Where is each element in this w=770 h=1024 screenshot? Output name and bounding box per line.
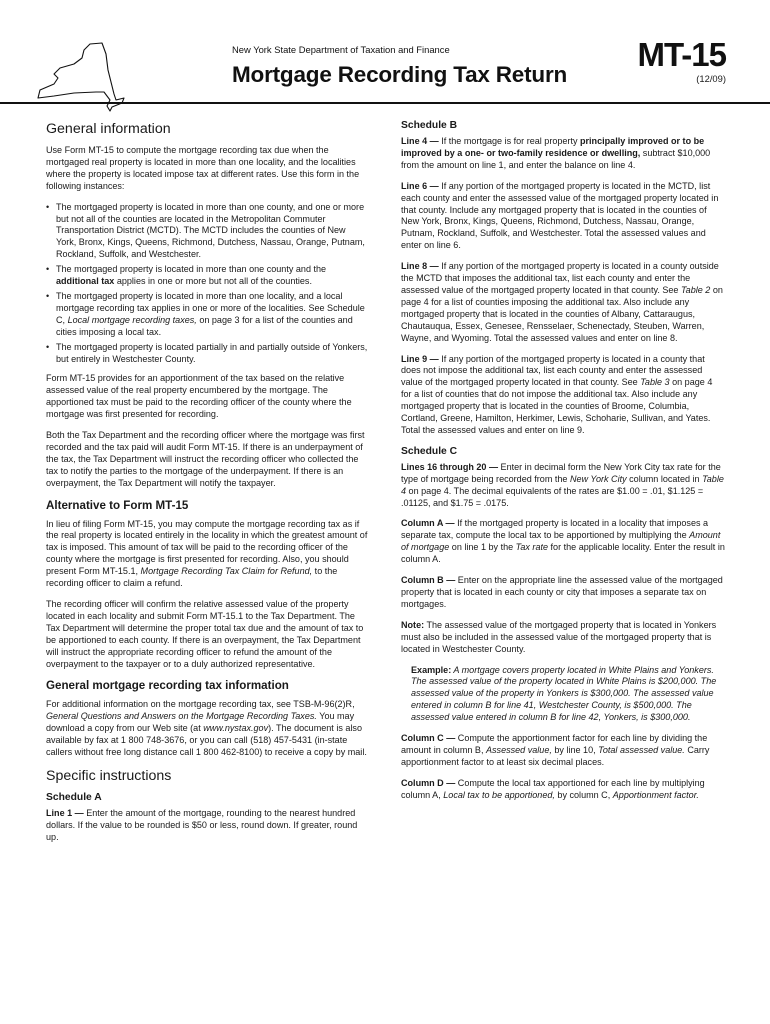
instances-list — [46, 202, 368, 366]
column-b-instruction: Column B — Enter on the appropriate line the assessed value of the mortgaged property that is located in each county or city that imposes a separate tax on mortgages. — [401, 575, 723, 609]
general-mortgage-paragraph: For additional information on the mortgage recording tax, see TSB-M-96(2)R, General Questions and Answers on the Mortgage Recording Taxes. You may download a copy from our Web site (at www.nystax.gov). The document is also available by fax at 1 800 748-3676, or you can call (518) 457-5431 (in-state callers without free long distance call 1 800 462-8100) to receive a copy by mail. — [46, 699, 367, 758]
line-4-instruction: Line 4 — If the mortgage is for real property principally improved or to be improved by a one- or two-family residence or dwelling, subtract $10,000 from the amount on line 1, and enter the balance on line 4. — [401, 136, 711, 170]
list-item: • The mortgaged property is located in more than one county, and one or more but not all of the counties are located in the Metropolitan Commuter Transportation District (MCTD). The MCTD includes the counties of New York, Bronx, Kings, Queens, Richmond, Dutchess, Nassau, Orange, Putnam, Rockland, Suffolk, and Westchester. — [46, 202, 368, 262]
lines-16-20-instruction: Lines 16 through 20 — Enter in decimal form the New York City tax rate for the type of mortgage being recorded from the New York City column located in Table 4 on page 4. The decimal equivalents of the rates are $1.00 = .01, $1.125 = .01125, and $1.75 = .0175. — [401, 461, 724, 508]
example-paragraph: Example: A mortgage covers property located in White Plains and Yonkers. The assessed value of the property located in White Plains is $200,000. The assessed value of the property in Yonkers is $300,000. The assessed value entered in column B for line 41, Westchester County, is $500,000. The assessed value entered in column B for line 42, Yonkers, is $300,000. — [411, 664, 717, 723]
agency-name: New York State Department of Taxation and Finance — [232, 44, 450, 55]
list-item: • The mortgaged property is located partially in and partially outside of Yonkers, but entirely in Westchester County. — [46, 342, 368, 366]
list-item: • The mortgaged property is located in more than one county and the additional tax applies in one or more but not all of the counties. — [46, 264, 368, 288]
general-mortgage-heading: General mortgage recording tax information — [46, 679, 289, 693]
column-c-instruction: Column C — Compute the apportionment factor for each line by dividing the amount in column B, Assessed value, by line 10, Total assessed value. Carry apportionment factor to at least six decimal places. — [401, 733, 710, 767]
column-a-instruction: Column A — If the mortgaged property is located in a locality that imposes a separate tax, compute the local tax to be apportioned by multiplying the Amount of mortgage on line 1 by the Tax rate for the applicable locality. Enter the result in column A. — [401, 518, 725, 565]
audit-paragraph: Both the Tax Department and the recording officer where the mortgage was first recorded and the tax paid will audit Form MT-15. If there is an underpayment of the tax, the Tax Department will instruct the recording officer who collected the tax to notify the parties to the mortgage of the underpayment. If there is an overpayment, the Tax Department will notify the taxpayer. — [46, 430, 365, 488]
line-8-instruction: Line 8 — If any portion of the mortgaged property is located in a county outside the MCTD that imposes the additional tax, list each county and enter the assessed value of the mortgaged property located in that county. See Table 2 on page 4 for a list of counties imposing the additional tax. Also include any mortgaged property that is located in the counties of Albany, Cattaraugus, Chautauqua, Essex, Genesee, Rensselaer, Schenectady, Steuben, Warren, Wayne, and Wyoming. Total the assessed values and enter on line 8. — [401, 261, 723, 343]
list-item: • The mortgaged property is located in more than one locality, and a local mortgage recording tax applies in one or more of the localities. See Schedule C, Local mortgage recording taxes, on page 3 for a list of the counties and cities imposing a local tax. — [46, 291, 368, 339]
website-link[interactable]: www.nystax.gov — [203, 723, 269, 734]
line-9-instruction: Line 9 — If any portion of the mortgaged property is located in a county that does not impose the additional tax, list each county and enter the assessed value of the mortgaged property located in that county. See Table 3 on page 4 for a list of counties that do not impose the additional tax. Also include any mortgaged property that is located in the counties of Broome, Columbia, Cortland, Greene, Hamilton, Herkimer, Lewis, Schoharie, Sullivan, and Yates. Total the assessed values and enter on line 9. — [401, 353, 713, 435]
line-1-instruction: Line 1 — Enter the amount of the mortgage, rounding to the nearest hundred dollars. If the value to be rounded is $50 or less, round down. If greater, round up. — [46, 807, 358, 842]
note-paragraph: Note: The assessed value of the mortgaged property that is located in Yonkers must also be included in the assessed value of the mortgaged property that is located in Westchester County. — [401, 619, 717, 654]
schedule-a-heading: Schedule A — [46, 791, 102, 803]
alternative-heading: Alternative to Form MT-15 — [46, 498, 189, 512]
left-column — [46, 121, 368, 853]
general-information-heading: General information — [46, 121, 171, 137]
form-title: Mortgage Recording Tax Return — [232, 62, 568, 87]
general-intro: Use Form MT-15 to compute the mortgage recording tax due when the mortgaged real property is located in more than one locality, and the localities where the property is located impose tax at different rates. Use this form in the following instances: — [46, 145, 360, 191]
form-revision-date: (12/09) — [696, 73, 726, 84]
schedule-b-heading: Schedule B — [401, 120, 458, 131]
line-6-instruction: Line 6 — If any portion of the mortgaged property is located in the MCTD, list each county and enter the assessed value of the mortgaged property located in that county. Include any mortgaged property that is located in the counties of New York, Bronx, Kings, Queens, Richmond, Dutchess, Nassau, Orange, Putnam, Rockland, Suffolk, and Westchester. Total the assessed values and enter on line 6. — [401, 180, 719, 251]
right-column — [401, 120, 725, 811]
alternative-paragraph-2: The recording officer will confirm the relative assessed value of the property located in each locality and submit Form MT-15.1 to the Tax Department. The Tax Department will determine the proper total tax due and the amount of tax to be apportioned to each county. If there is an overpayment, the Tax Department will instruct the appropriate recording officer to refund the amount of the overpayment to the taxpayer or to a duly authorized representative. — [46, 599, 364, 669]
specific-instructions-heading: Specific instructions — [46, 767, 172, 784]
apportionment-paragraph: Form MT-15 provides for an apportionment of the tax based on the relative assessed value of the real property encumbered by the mortgage. The apportioned tax must be paid to the recording officer of the county where the mortgage was first presented for recording. — [46, 373, 352, 420]
column-d-instruction: Column D — Compute the local tax apportioned for each line by multiplying column A, Local tax to be apportioned, by column C, Apportionment factor. — [401, 777, 705, 800]
schedule-c-heading: Schedule C — [401, 445, 458, 457]
form-number: MT-15 — [637, 36, 726, 73]
alternative-paragraph-1: In lieu of filing Form MT-15, you may compute the mortgage recording tax as if the real property is located entirely in the locality in which the greatest amount of tax is imposed. This amount of tax will be paid to the recording officer of the county where the mortgage is first presented for recording. Also, you should present Form MT-15.1, Mortgage Recording Tax Claim for Refund, to the recording officer to claim a refund. — [46, 518, 368, 589]
header-rule — [0, 102, 770, 104]
